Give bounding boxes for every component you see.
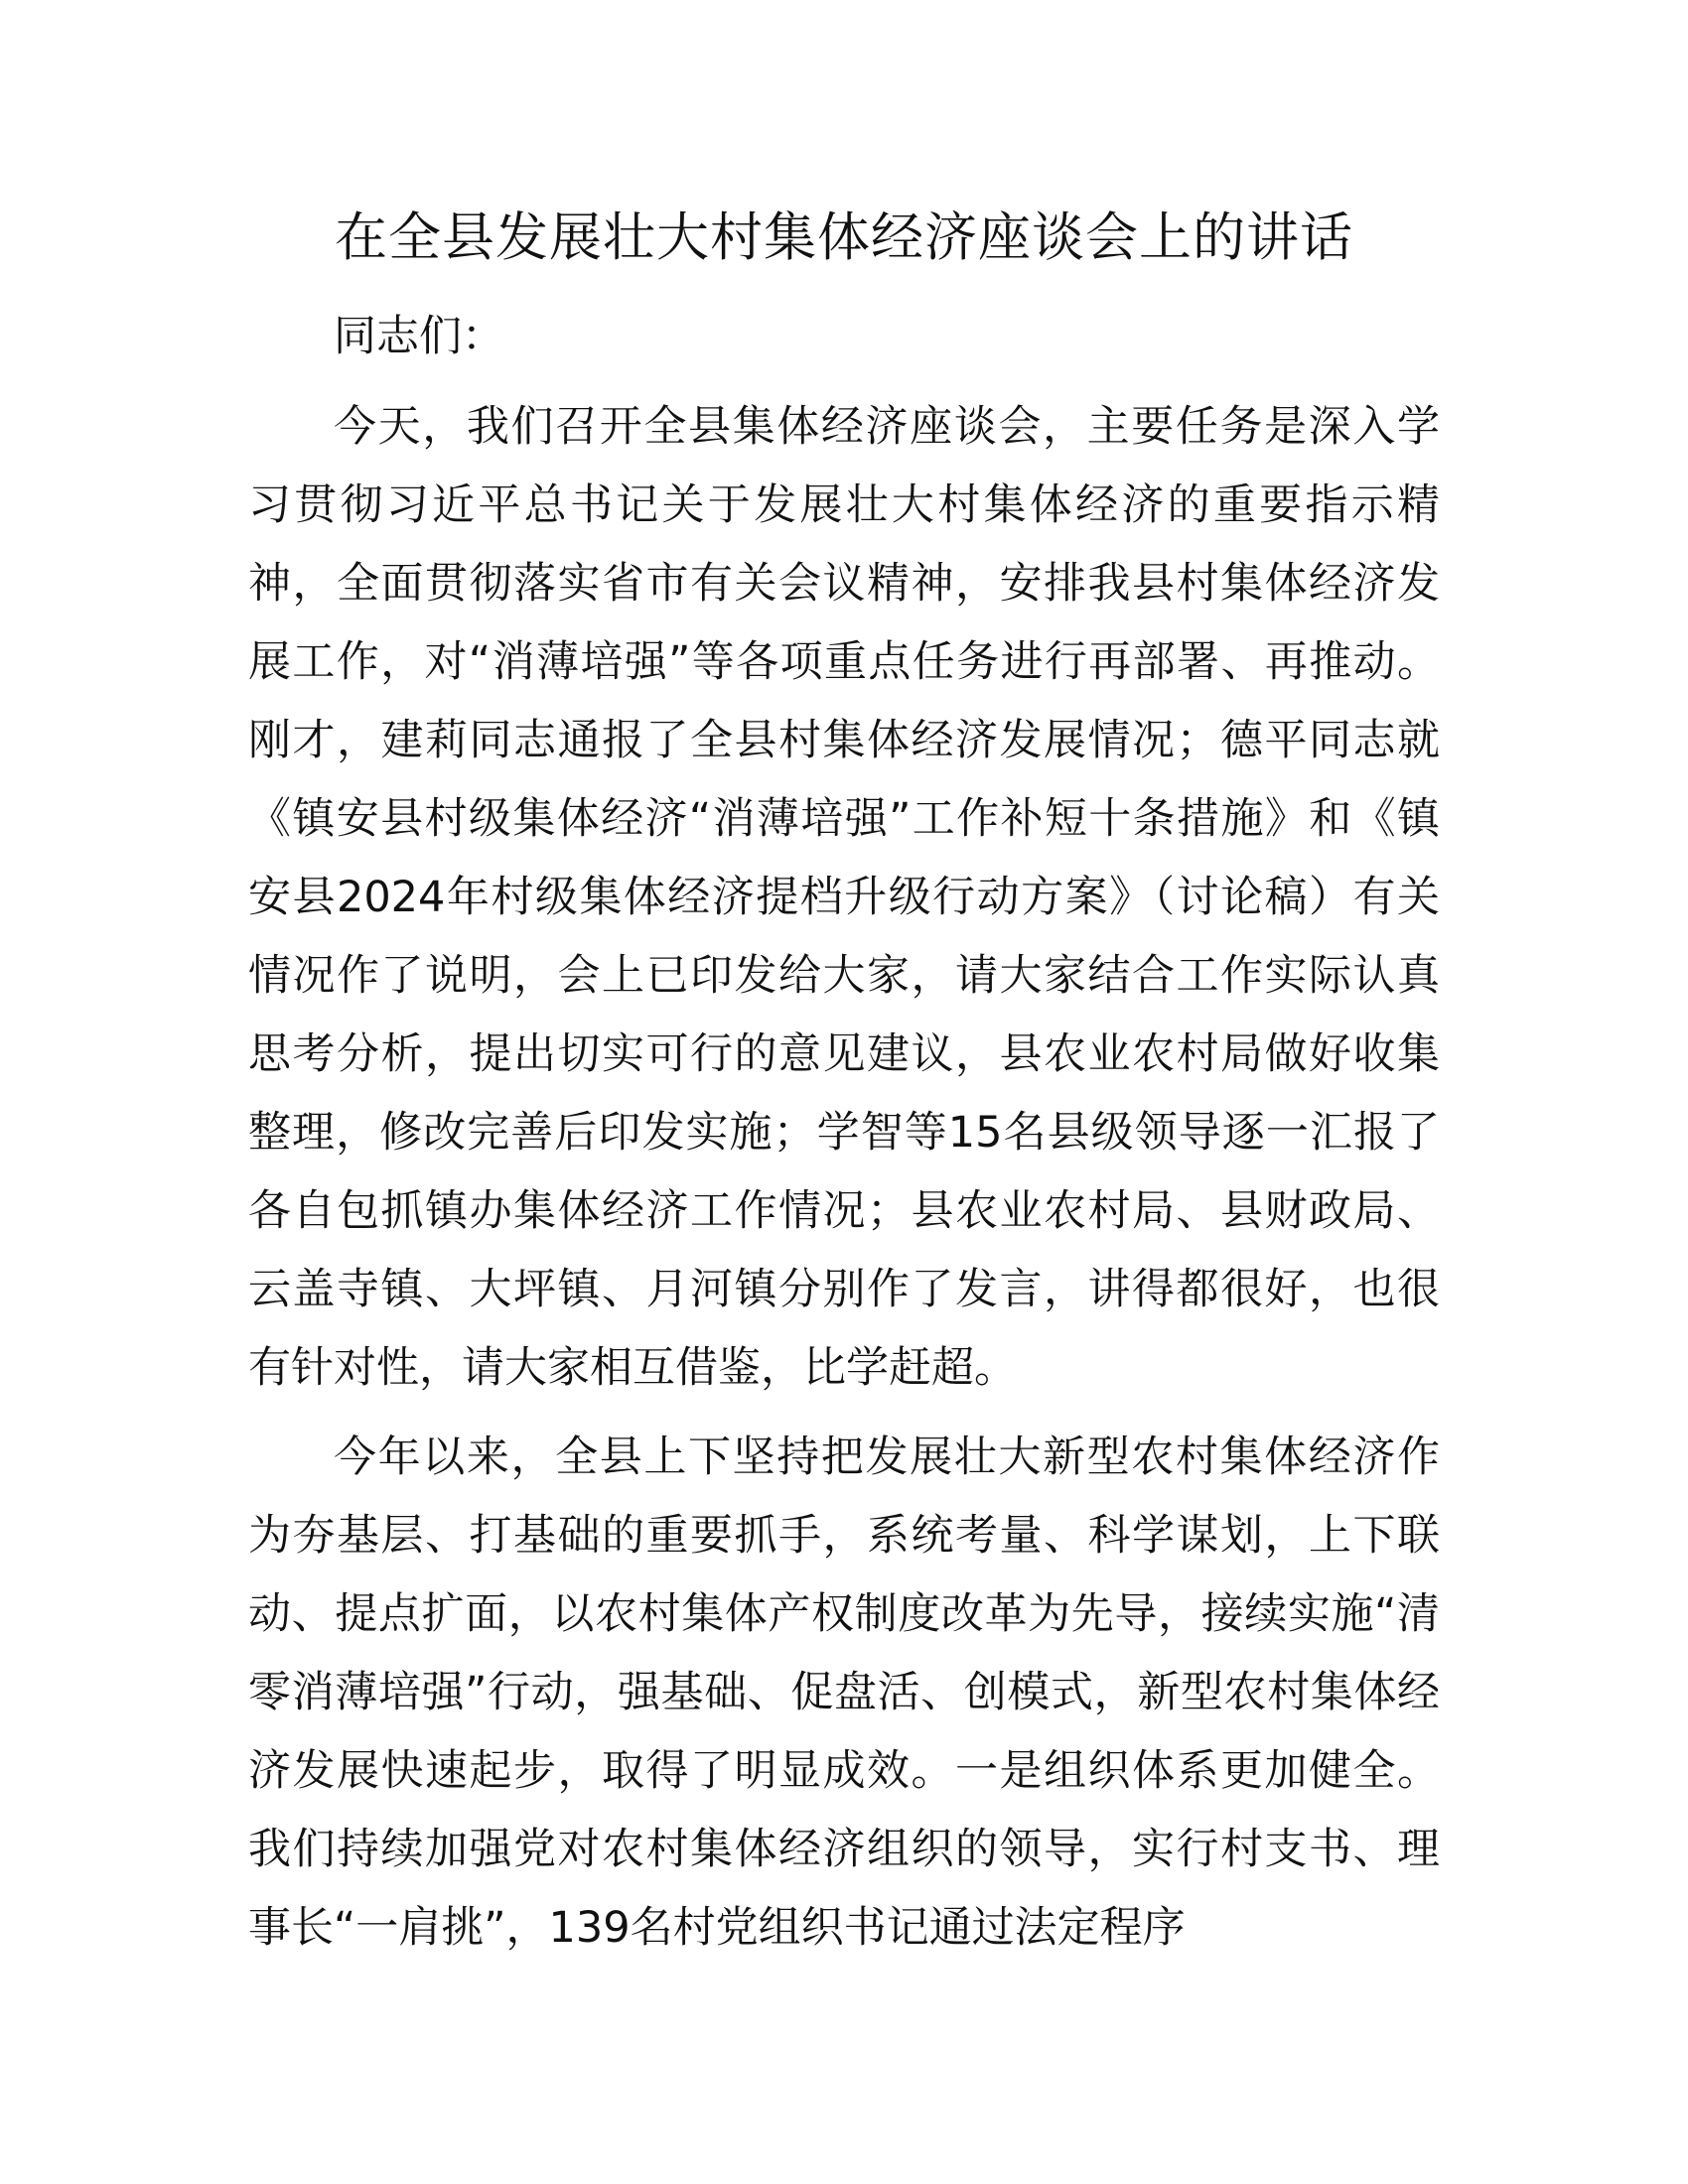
document-body bbox=[248, 298, 1440, 1968]
document-title: 在全县发展壮大村集体经济座谈会上的讲话 bbox=[335, 207, 1353, 268]
greeting: 同志们： bbox=[334, 312, 504, 361]
paragraph-2: 今年以来，全县上下坚持把发展壮大新型农村集体经济作为夯基层、打基础的重要抓手，系统考量、科学谋划，上下联动、提点扩面，以农村集体产权制度改革为先导，接续实施“清零消薄培强”行动，强基础、促盘活、创模式，新型农村集体经济发展快速起步，取得了明显成效。一是组织体系更加健全。我们持续加强党对农村集体经济组织的领导，实行村支书、理事长“一肩挑”，139名村党组织书记通过法定程序 bbox=[248, 1433, 1440, 1953]
paragraph-1: 今天，我们召开全县集体经济座谈会，主要任务是深入学习贯彻习近平总书记关于发展壮大村集体经济的重要指示精神，全面贯彻落实省市有关会议精神，安排我县村集体经济发展工作，对“消薄培强”等各项重点任务进行再部署、再推动。刚才，建莉同志通报了全县村集体经济发展情况；德平同志就《镇安县村级集体经济“消薄培强”工作补短十条措施》和《镇安县2024年村级集体经济提档升级行动方案》（讨论稿）有关情况作了说明，会上已印发给大家，请大家结合工作实际认真思考分析，提出切实可行的意见建议，县农业农村局做好收集整理，修改完善后印发实施；学智等15名县级领导逐一汇报了各自包抓镇办集体经济工作情况；县农业农村局、县财政局、云盖寺镇、大坪镇、月河镇分别作了发言，讲得都很好，也很有针对性，请大家相互借鉴，比学赶超。 bbox=[248, 402, 1440, 1393]
